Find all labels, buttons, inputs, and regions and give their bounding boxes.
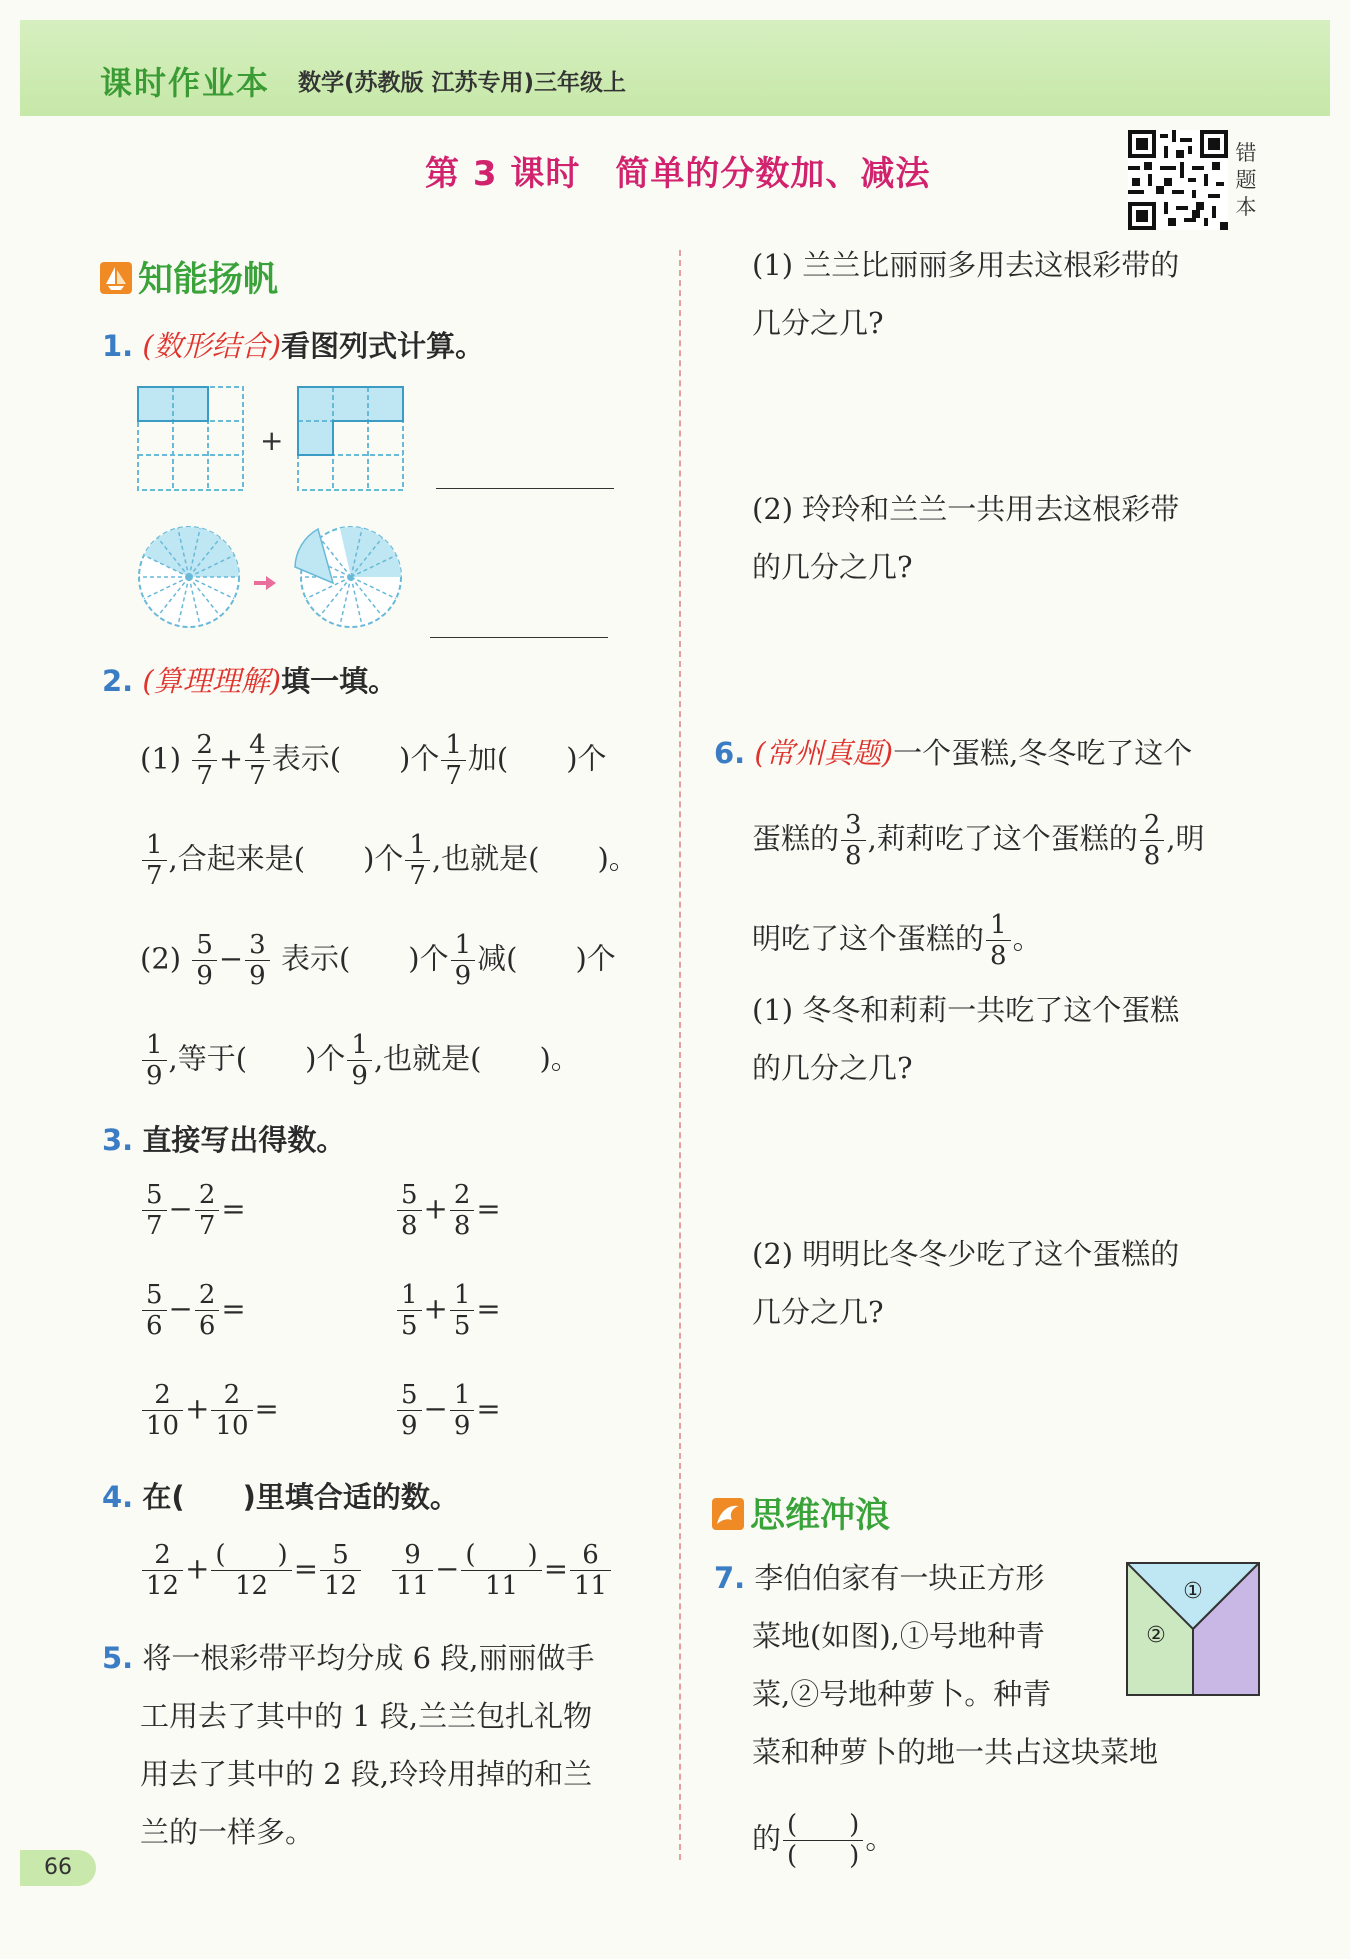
fraction: $\frac{1}{9}$ [142, 1030, 167, 1091]
q6-line2: 蛋糕的 $\frac{3}{8}$ ,莉莉吃了这个蛋糕的 $\frac{2}{8}$ ,明 [752, 810, 1205, 871]
fraction: $\frac{1}{9}$ [451, 930, 476, 991]
fraction: $\frac{5}{8}$ [397, 1180, 422, 1241]
fraction: $\frac{5}{9}$ [397, 1380, 422, 1441]
column-divider [679, 250, 681, 1860]
fraction: $\frac{2}{7}$ [195, 1180, 220, 1241]
q5-sub2-line2: 的几分之几? [752, 550, 913, 584]
q5-line: 工用去了其中的 1 段,兰兰包扎礼物 [140, 1699, 593, 1733]
qr-label: 错 题 本 [1235, 141, 1257, 219]
fraction: $\frac{3}{9}$ [245, 930, 270, 991]
q5-sub1-line2: 几分之几? [752, 306, 884, 340]
section-heading-thinking: 思维冲浪 [712, 1488, 890, 1538]
q3-item: $\frac{1}{5}$ + $\frac{1}{5}$ = [395, 1280, 501, 1341]
circle-figure [136, 515, 416, 640]
q6-sub1-line2: 的几分之几? [752, 1051, 913, 1085]
book-brand: 课时作业本 [100, 64, 271, 102]
q5-line: 兰的一样多。 [140, 1815, 315, 1849]
q6-line3: 明吃了这个蛋糕的 $\frac{1}{8}$ 。 [752, 910, 1042, 971]
q2-part1-line1: (1) $\frac{2}{7}$ + $\frac{4}{7}$ 表示( )个 $\frac{1}{7}$ 加( )个 [140, 730, 607, 791]
q3-item: $\frac{5}{9}$ − $\frac{1}{9}$ = [395, 1380, 501, 1441]
q7-line: 菜地(如图),①号地种青 [752, 1619, 1045, 1653]
q2-part2-line2: $\frac{1}{9}$ ,等于( )个 $\frac{1}{9}$ ,也就是( )。 [140, 1030, 580, 1091]
section-heading-skills: 知能扬帆 [100, 252, 278, 302]
fraction: $\frac{2}{8}$ [450, 1180, 475, 1241]
grid-figure [136, 385, 416, 495]
q4-equation-2: $\frac{9}{11}$ − $\frac{( )}{11}$ = $\frac{6}{11}$ [390, 1540, 613, 1601]
fraction: $\frac{1}{9}$ [347, 1030, 372, 1091]
q5-sub1: (1) 兰兰比丽丽多用去这根彩带的 [752, 248, 1180, 282]
question-7: 7. 李伯伯家有一块正方形 [714, 1561, 1045, 1595]
wave-icon [712, 1498, 744, 1530]
qr-code[interactable] [1128, 130, 1228, 230]
question-6: 6. (常州真题)一个蛋糕,冬冬吃了这个 [714, 736, 1193, 770]
plus-sign: + [260, 424, 284, 457]
answer-line-2[interactable] [430, 637, 608, 638]
fraction: $\frac{2}{10}$ [142, 1380, 183, 1441]
question-4: 4. 在( )里填合适的数。 [102, 1480, 459, 1514]
fraction: $\frac{5}{9}$ [192, 930, 217, 991]
question-3: 3. 直接写出得数。 [102, 1123, 346, 1157]
q3-item: $\frac{2}{10}$ + $\frac{2}{10}$ = [140, 1380, 279, 1441]
plot-label-2: ② [1146, 1623, 1166, 1648]
fraction: $\frac{1}{7}$ [441, 730, 466, 791]
question-5: 5. 将一根彩带平均分成 6 段,丽丽做手 [102, 1641, 595, 1675]
q3-item: $\frac{5}{7}$ − $\frac{2}{7}$ = [140, 1180, 246, 1241]
arrow-right-icon [254, 576, 276, 590]
book-subtitle: 数学(苏教版 江苏专用)三年级上 [298, 70, 627, 96]
q7-last-line: 的 $\frac{( )}{( )}$ 。 [752, 1810, 895, 1871]
fraction: $\frac{1}{7}$ [405, 830, 430, 891]
fraction: $\frac{2}{10}$ [211, 1380, 252, 1441]
q2-part1-line2: $\frac{1}{7}$ ,合起来是( )个 $\frac{1}{7}$ ,也就是( )。 [140, 830, 638, 891]
answer-line-1[interactable] [436, 488, 614, 489]
q7-line: 菜和种萝卜的地一共占这块菜地 [752, 1735, 1159, 1769]
q2-part2-line1: (2) $\frac{5}{9}$ − $\frac{3}{9}$ 表示( )个 $\frac{1}{9}$ 减( )个 [140, 930, 616, 991]
fraction: $\frac{1}{9}$ [450, 1380, 475, 1441]
q3-item: $\frac{5}{6}$ − $\frac{2}{6}$ = [140, 1280, 246, 1341]
fraction: $\frac{5}{6}$ [142, 1280, 167, 1341]
fraction: $\frac{1}{5}$ [450, 1280, 475, 1341]
sailboat-icon [100, 262, 132, 294]
fraction: $\frac{4}{7}$ [245, 730, 270, 791]
fraction: $\frac{1}{7}$ [142, 830, 167, 891]
q6-sub2-line2: 几分之几? [752, 1295, 884, 1329]
question-2: 2. (算理理解)填一填。 [102, 664, 398, 698]
fraction: $\frac{1}{5}$ [397, 1280, 422, 1341]
q4-equation-1: $\frac{2}{12}$ + $\frac{( )}{12}$ = $\frac{5}{12}$ [140, 1540, 363, 1601]
garden-plot-figure [1126, 1562, 1260, 1696]
q6-sub2: (2) 明明比冬冬少吃了这个蛋糕的 [752, 1237, 1180, 1271]
fraction: $\frac{5}{7}$ [142, 1180, 167, 1241]
question-1: 1. (数形结合)看图列式计算。 [102, 329, 485, 363]
fraction: $\frac{2}{6}$ [195, 1280, 220, 1341]
lesson-title: 第 3 课时 简单的分数加、减法 [425, 154, 931, 194]
q3-item: $\frac{5}{8}$ + $\frac{2}{8}$ = [395, 1180, 501, 1241]
q6-sub1: (1) 冬冬和莉莉一共吃了这个蛋糕 [752, 993, 1180, 1027]
plot-label-1: ① [1183, 1579, 1203, 1604]
fraction: $\frac{2}{7}$ [192, 730, 217, 791]
page-number: 66 [20, 1850, 96, 1886]
q7-line: 菜,②号地种萝卜。种青 [752, 1677, 1052, 1711]
q5-sub2: (2) 玲玲和兰兰一共用去这根彩带 [752, 492, 1180, 526]
q5-line: 用去了其中的 2 段,玲玲用掉的和兰 [140, 1757, 593, 1791]
